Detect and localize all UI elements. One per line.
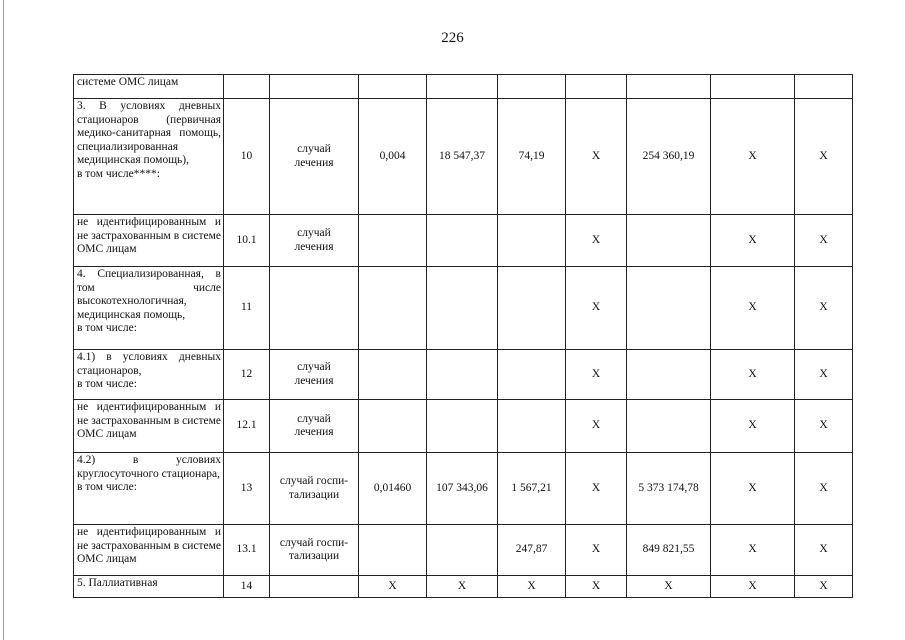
value-cell-7	[795, 75, 853, 99]
value-cell-1: 0,01460	[359, 453, 427, 525]
value-cell-1	[359, 267, 427, 350]
value-cell-1	[359, 350, 427, 400]
row-name-cell: 5. Паллиативная	[74, 576, 224, 598]
row-number-cell	[224, 75, 270, 99]
table-row	[74, 267, 853, 350]
value-cell-1: X	[359, 576, 427, 598]
value-cell-6: X	[711, 400, 795, 453]
value-cell-6: X	[711, 99, 795, 215]
value-cell-2	[427, 75, 498, 99]
table-row	[74, 75, 853, 99]
unit-cell	[270, 75, 359, 99]
value-cell-7: X	[795, 400, 853, 453]
page-edge-line	[3, 0, 4, 640]
table-row	[74, 453, 853, 525]
row-name-cell: 4.1) в условиях дневных стационаров, в том числе:	[74, 350, 224, 400]
row-name-cell: 3. В условиях дневных стационаров (первичная медико-санитарная помощь, специализированная медицинская помощь), в том числе****:	[74, 99, 224, 215]
value-cell-4: X	[566, 99, 627, 215]
value-cell-4: X	[566, 267, 627, 350]
value-cell-4: X	[566, 350, 627, 400]
table-row	[74, 525, 853, 576]
value-cell-1	[359, 75, 427, 99]
row-number-cell: 12	[224, 350, 270, 400]
unit-cell: случай лечения	[270, 400, 359, 453]
value-cell-2	[427, 400, 498, 453]
row-name-cell: не идентифицированным и не застрахованным в системе ОМС лицам	[74, 525, 224, 576]
row-number-cell: 12.1	[224, 400, 270, 453]
value-cell-6: X	[711, 215, 795, 267]
row-number-cell: 13	[224, 453, 270, 525]
value-cell-2: X	[427, 576, 498, 598]
value-cell-1	[359, 525, 427, 576]
unit-cell: случай госпи- тализации	[270, 453, 359, 525]
value-cell-6	[711, 75, 795, 99]
value-cell-3: 74,19	[498, 99, 566, 215]
row-name-cell: 4.2) в условиях круглосуточного стационара, в том числе:	[74, 453, 224, 525]
value-cell-5	[627, 75, 711, 99]
value-cell-7: X	[795, 576, 853, 598]
medical-care-table	[73, 74, 853, 598]
value-cell-3	[498, 75, 566, 99]
value-cell-5: 5 373 174,78	[627, 453, 711, 525]
value-cell-4: X	[566, 525, 627, 576]
unit-cell: случай госпи- тализации	[270, 525, 359, 576]
page-number: 226	[441, 30, 464, 46]
row-number-cell: 14	[224, 576, 270, 598]
value-cell-5	[627, 215, 711, 267]
table-row	[74, 350, 853, 400]
row-number-cell: 10	[224, 99, 270, 215]
value-cell-3	[498, 215, 566, 267]
unit-cell: случай лечения	[270, 99, 359, 215]
row-name-cell: системе ОМС лицам	[74, 75, 224, 99]
value-cell-3	[498, 350, 566, 400]
value-cell-3: 247,87	[498, 525, 566, 576]
value-cell-4: X	[566, 453, 627, 525]
value-cell-3	[498, 400, 566, 453]
value-cell-6: X	[711, 453, 795, 525]
table-row	[74, 400, 853, 453]
value-cell-1: 0,004	[359, 99, 427, 215]
row-name-cell: не идентифицированным и не застрахованным в системе ОМС лицам	[74, 400, 224, 453]
table-row	[74, 576, 853, 598]
value-cell-5: 849 821,55	[627, 525, 711, 576]
value-cell-6: X	[711, 576, 795, 598]
table-row	[74, 215, 853, 267]
value-cell-6: X	[711, 267, 795, 350]
value-cell-5	[627, 400, 711, 453]
row-number-cell: 13.1	[224, 525, 270, 576]
value-cell-7: X	[795, 525, 853, 576]
unit-cell	[270, 267, 359, 350]
value-cell-7: X	[795, 350, 853, 400]
value-cell-2: 18 547,37	[427, 99, 498, 215]
value-cell-3: X	[498, 576, 566, 598]
row-name-cell: не идентифицированным и не застрахованным в системе ОМС лицам	[74, 215, 224, 267]
value-cell-4: X	[566, 576, 627, 598]
unit-cell: случай лечения	[270, 215, 359, 267]
value-cell-5	[627, 267, 711, 350]
value-cell-2	[427, 267, 498, 350]
table-body	[74, 75, 853, 598]
value-cell-3	[498, 267, 566, 350]
unit-cell	[270, 576, 359, 598]
value-cell-7: X	[795, 267, 853, 350]
value-cell-4	[566, 75, 627, 99]
value-cell-5: X	[627, 576, 711, 598]
value-cell-2	[427, 350, 498, 400]
value-cell-2: 107 343,06	[427, 453, 498, 525]
value-cell-4: X	[566, 400, 627, 453]
value-cell-1	[359, 215, 427, 267]
value-cell-7: X	[795, 453, 853, 525]
value-cell-6: X	[711, 350, 795, 400]
row-number-cell: 11	[224, 267, 270, 350]
value-cell-2	[427, 215, 498, 267]
value-cell-5	[627, 350, 711, 400]
value-cell-4: X	[566, 215, 627, 267]
value-cell-3: 1 567,21	[498, 453, 566, 525]
value-cell-5: 254 360,19	[627, 99, 711, 215]
value-cell-2	[427, 525, 498, 576]
value-cell-1	[359, 400, 427, 453]
row-name-cell: 4. Специализированная, в том числе высокотехнологичная, медицинская помощь, в том числе:	[74, 267, 224, 350]
value-cell-7: X	[795, 99, 853, 215]
row-number-cell: 10.1	[224, 215, 270, 267]
value-cell-6: X	[711, 525, 795, 576]
unit-cell: случай лечения	[270, 350, 359, 400]
value-cell-7: X	[795, 215, 853, 267]
table-row	[74, 99, 853, 215]
